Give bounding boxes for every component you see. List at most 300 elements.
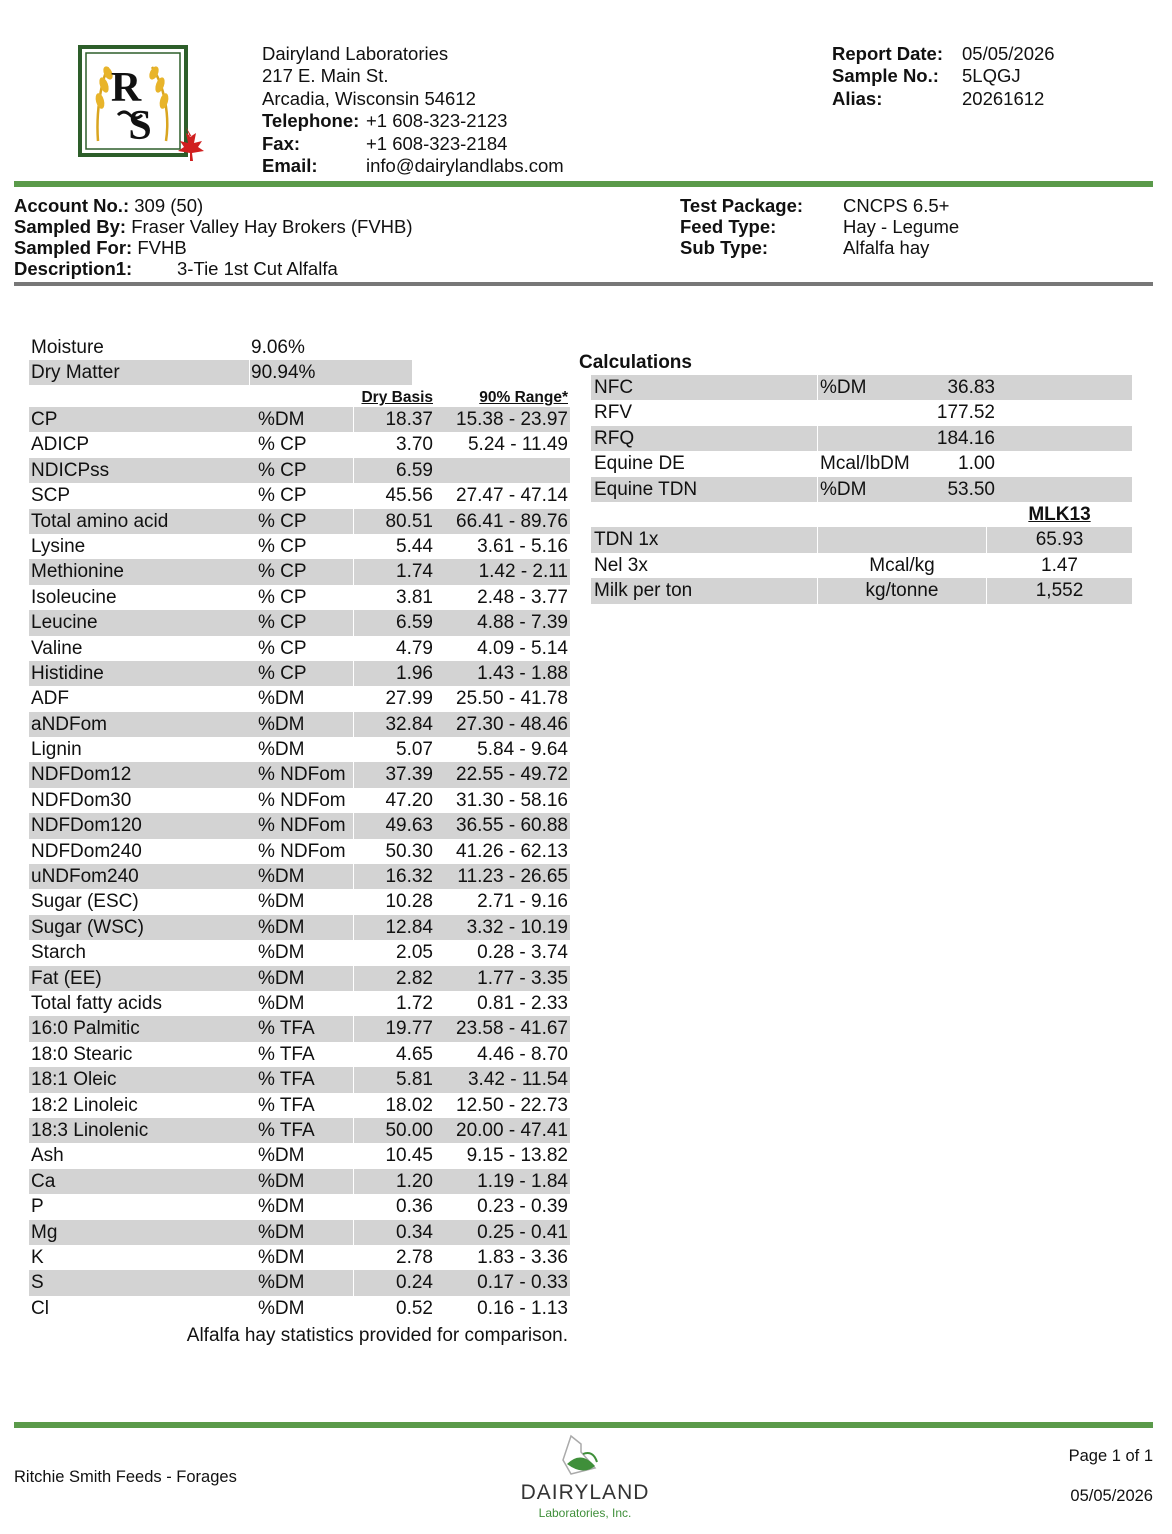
milk-header-row: [591, 502, 1132, 527]
table-row: [29, 407, 570, 432]
table-row: [29, 1296, 570, 1321]
telephone-label: Telephone:: [262, 110, 360, 132]
nutrient-range: 1.43 - 1.88: [477, 662, 568, 684]
table-row: [29, 1067, 570, 1092]
calc-row: [591, 400, 1132, 425]
nutrient-range: 15.38 - 23.97: [456, 409, 568, 430]
moisture-name: Moisture: [31, 337, 104, 358]
logo-letter-r: R: [110, 65, 142, 111]
nutrient-unit: % NDFom: [258, 815, 346, 837]
nutrient-unit: %DM: [258, 916, 305, 938]
nutrient-unit: % TFA: [258, 1119, 315, 1141]
feed-type-label: Feed Type:: [680, 216, 777, 237]
table-row: [29, 1093, 570, 1118]
cell-divider: [817, 375, 818, 400]
cell-divider: [353, 839, 354, 864]
nutrient-range: 0.23 - 0.39: [477, 1196, 568, 1218]
nutrient-unit: % CP: [258, 510, 307, 532]
nutrient-value: 1.72: [396, 992, 433, 1014]
nutrient-unit: %DM: [258, 967, 305, 989]
nutrient-range: 1.83 - 3.36: [477, 1246, 568, 1268]
nutrient-range: 4.46 - 8.70: [477, 1043, 568, 1065]
nutrient-range: 66.41 - 89.76: [456, 510, 568, 532]
cell-divider: [353, 737, 354, 762]
cell-divider: [353, 686, 354, 711]
nutrient-name: Sugar (ESC): [31, 891, 139, 913]
cell-divider: [353, 762, 354, 787]
table-row: [29, 534, 570, 559]
nutrient-unit: % CP: [258, 535, 307, 557]
lab-city: Arcadia, Wisconsin 54612: [262, 87, 476, 109]
sampled-by-row: [14, 216, 413, 237]
nutrient-table-header: [29, 385, 570, 407]
nutrient-name: NDFDom12: [31, 764, 132, 786]
dry-basis-header: Dry Basis: [361, 389, 433, 406]
cell-divider: [353, 1143, 354, 1168]
table-row: [29, 839, 570, 864]
nutrient-name: Leucine: [31, 612, 98, 634]
milk-value: 1,552: [1035, 580, 1084, 602]
cell-divider: [353, 432, 354, 457]
account-no-row: [14, 195, 413, 216]
calc-value: 53.50: [947, 478, 995, 500]
lab-address-block: [262, 43, 564, 177]
nutrient-range: 4.09 - 5.14: [477, 637, 568, 659]
calc-name: NFC: [594, 377, 634, 398]
nutrient-unit: % CP: [258, 561, 307, 583]
cell-divider: [353, 636, 354, 661]
milk-name: TDN 1x: [594, 529, 659, 551]
nutrient-range: 23.58 - 41.67: [456, 1018, 568, 1040]
nutrient-unit: %DM: [258, 891, 305, 913]
cell-divider: [353, 1270, 354, 1295]
nutrient-unit: %DM: [258, 1221, 305, 1243]
nutrient-unit: %DM: [258, 866, 305, 888]
nutrient-name: NDFDom30: [31, 789, 132, 811]
dairyland-logo-name: DAIRYLAND: [520, 1481, 650, 1504]
cell-divider: [353, 889, 354, 914]
table-row: [29, 864, 570, 889]
milk-row: [591, 527, 1132, 552]
nutrient-name: NDFDom240: [31, 840, 142, 862]
sampled-for-value: FVHB: [137, 237, 187, 258]
lab-email: [262, 155, 564, 177]
cell-divider: [353, 940, 354, 965]
nutrient-range: 4.88 - 7.39: [477, 612, 568, 634]
nutrient-range: 0.81 - 2.33: [477, 992, 568, 1014]
nutrient-value: 4.65: [396, 1043, 433, 1065]
calc-name: RFV: [594, 402, 632, 424]
nutrient-name: Isoleucine: [31, 586, 117, 608]
cell-divider: [353, 1067, 354, 1092]
cell-divider: [353, 534, 354, 559]
nutrient-value: 10.28: [385, 891, 433, 913]
nutrient-name: ADF: [31, 688, 69, 710]
sub-type-label: Sub Type:: [680, 237, 769, 258]
nutrient-name: Ca: [31, 1170, 56, 1192]
nutrient-unit: % TFA: [258, 1069, 315, 1091]
nutrient-name: Valine: [31, 637, 83, 659]
email-label: Email:: [262, 154, 318, 176]
telephone-value: +1 608-323-2123: [366, 110, 508, 132]
nutrient-name: NDICPss: [31, 459, 110, 481]
table-row: [29, 737, 570, 762]
calc-value: 184.16: [936, 427, 995, 449]
nutrient-name: uNDFom240: [31, 866, 139, 888]
nutrient-range: 5.24 - 11.49: [467, 434, 568, 456]
nutrient-value: 5.81: [396, 1069, 433, 1091]
nutrient-name: SCP: [31, 485, 71, 507]
cell-divider: [353, 1042, 354, 1067]
calc-name: RFQ: [594, 427, 635, 449]
cell-divider: [817, 527, 818, 552]
cell-divider: [353, 1296, 354, 1321]
nutrient-name: Histidine: [31, 662, 104, 684]
nutrient-unit: % NDFom: [258, 840, 346, 862]
nutrient-name: CP: [31, 409, 58, 430]
nutrient-value: 2.78: [396, 1246, 433, 1268]
footer-divider: [14, 1422, 1153, 1428]
nutrient-name: 18:0 Stearic: [31, 1043, 133, 1065]
mlk13-header: MLK13: [1028, 503, 1091, 525]
cell-divider: [249, 360, 250, 385]
nutrient-unit: %DM: [258, 1297, 305, 1319]
cell-divider: [817, 426, 818, 451]
nutrient-value: 45.56: [385, 485, 433, 507]
nutrient-name: 18:3 Linolenic: [31, 1119, 149, 1141]
nutrient-unit: %DM: [258, 992, 305, 1014]
alias-label: Alias:: [832, 87, 883, 109]
nutrient-name: Sugar (WSC): [31, 916, 144, 938]
nutrient-name: ADICP: [31, 434, 90, 456]
cell-divider: [353, 915, 354, 940]
nutrient-name: Lysine: [31, 535, 86, 557]
table-row: [29, 1194, 570, 1219]
report-info-block: [832, 43, 1055, 110]
nutrient-value: 32.84: [385, 713, 433, 735]
nutrient-value: 4.79: [396, 637, 433, 659]
table-row: [29, 1169, 570, 1194]
cell-divider: [817, 477, 818, 502]
cell-divider: [353, 559, 354, 584]
sampled-for-label: Sampled For:: [14, 237, 133, 258]
page-number: Page 1 of 1: [1068, 1447, 1153, 1465]
table-row: [29, 509, 570, 534]
nutrient-value: 18.02: [385, 1094, 433, 1116]
milk-row: [591, 553, 1132, 578]
nutrient-name: Lignin: [31, 739, 82, 761]
milk-name: Milk per ton: [594, 580, 693, 602]
description-row: [14, 258, 413, 279]
nutrient-name: aNDFom: [31, 713, 108, 735]
milk-value: 65.93: [1035, 529, 1084, 551]
calculations-title: Calculations: [579, 352, 692, 373]
cell-divider: [353, 1118, 354, 1143]
nutrient-range: 12.50 - 22.73: [456, 1094, 568, 1116]
moisture-row: [29, 360, 570, 385]
nutrient-range: 0.28 - 3.74: [477, 942, 568, 964]
cell-divider: [353, 407, 354, 432]
table-row: [29, 559, 570, 584]
calculation-rows: [591, 375, 1132, 502]
nutrient-range: 2.71 - 9.16: [477, 891, 568, 913]
nutrient-unit: % TFA: [258, 1094, 315, 1116]
nutrient-range: 11.23 - 26.65: [457, 866, 568, 888]
table-row: [29, 1118, 570, 1143]
sample-no-label: Sample No.:: [832, 65, 939, 87]
account-no-label: Account No.:: [14, 195, 130, 216]
lab-telephone: [262, 110, 564, 132]
cell-divider: [353, 788, 354, 813]
table-row: [29, 712, 570, 737]
nutrient-range: 2.48 - 3.77: [477, 586, 568, 608]
footer-client: Ritchie Smith Feeds - Forages: [14, 1468, 237, 1486]
nutrient-value: 5.07: [396, 739, 433, 761]
calc-unit: Mcal/lbDM: [820, 453, 910, 475]
cell-divider: [353, 458, 354, 483]
dairyland-logo-sub: Laboratories, Inc.: [538, 1506, 632, 1520]
nutrient-range: 3.61 - 5.16: [477, 535, 568, 557]
nutrient-value: 80.51: [385, 510, 433, 532]
info-divider: [14, 282, 1153, 286]
nutrient-range: 5.84 - 9.64: [477, 739, 568, 761]
report-date-label: Report Date:: [832, 43, 944, 64]
nutrient-range: 9.15 - 13.82: [466, 1145, 568, 1167]
nutrient-value: 3.70: [396, 434, 433, 456]
nutrient-value: 3.81: [396, 586, 433, 608]
cell-divider: [353, 661, 354, 686]
nutrient-value: 37.39: [385, 764, 433, 786]
calculations-table: [591, 375, 1132, 604]
milk-unit: kg/tonne: [865, 580, 939, 602]
nutrient-value: 1.74: [396, 561, 433, 583]
nutrient-range: 41.26 - 62.13: [456, 840, 568, 862]
cell-divider: [353, 585, 354, 610]
nutrient-name: Ash: [31, 1145, 64, 1167]
nutrient-name: P: [31, 1196, 44, 1218]
logo-letter-s: S: [128, 103, 152, 149]
nutrient-unit: % TFA: [258, 1043, 315, 1065]
nutrient-range: 36.55 - 60.88: [456, 815, 568, 837]
nutrient-value: 2.05: [396, 942, 433, 964]
sample-no-value: 5LQGJ: [962, 65, 1021, 87]
nutrient-unit: % NDFom: [258, 789, 346, 811]
table-row: [29, 483, 570, 508]
nutrient-value: 1.96: [396, 662, 433, 684]
nutrient-name: Methionine: [31, 561, 124, 583]
calc-row: [591, 477, 1132, 502]
cell-divider: [353, 1194, 354, 1219]
nutrient-range: 27.30 - 48.46: [456, 713, 568, 735]
nutrient-value: 5.44: [396, 535, 433, 557]
table-row: [29, 966, 570, 991]
nutrient-value: 50.30: [385, 840, 433, 862]
report-date-value: 05/05/2026: [962, 43, 1055, 64]
nutrient-unit: %DM: [258, 1170, 305, 1192]
dairyland-logo: [505, 1432, 665, 1522]
nutrient-unit: % CP: [258, 485, 307, 507]
description-label: Description1:: [14, 258, 133, 279]
table-row: [29, 661, 570, 686]
cell-divider: [353, 813, 354, 838]
nutrient-name: K: [31, 1246, 44, 1268]
moisture-value: 90.94%: [251, 362, 316, 383]
nutrient-value: 6.59: [396, 612, 433, 634]
footer-date: 05/05/2026: [1070, 1487, 1153, 1505]
cell-divider: [353, 991, 354, 1016]
calc-value: 36.83: [947, 377, 995, 398]
nutrient-name: 16:0 Palmitic: [31, 1018, 140, 1040]
table-row: [29, 1245, 570, 1270]
cell-divider: [817, 400, 818, 425]
lab-fax: [262, 133, 564, 155]
header-divider: [14, 181, 1153, 187]
table-row: [29, 585, 570, 610]
test-package-block: [680, 195, 959, 258]
test-package-value: CNCPS 6.5+: [843, 195, 950, 216]
nutrient-range: 20.00 - 47.41: [456, 1119, 568, 1141]
sub-type-row: [680, 237, 959, 258]
account-info-block: [14, 195, 413, 279]
nutrient-rows: [29, 407, 570, 1321]
cell-divider: [353, 1169, 354, 1194]
sampled-for-row: [14, 237, 413, 258]
moisture-name: Dry Matter: [31, 362, 120, 383]
cell-divider: [353, 1016, 354, 1041]
table-row: [29, 762, 570, 787]
nutrient-name: Total amino acid: [31, 510, 169, 532]
fax-label: Fax:: [262, 132, 301, 154]
nutrient-unit: %DM: [258, 1272, 305, 1294]
alias-value: 20261612: [962, 87, 1045, 109]
nutrient-value: 6.59: [396, 459, 433, 481]
nutrient-name: NDFDom120: [31, 815, 142, 837]
nutrient-range: 0.16 - 1.13: [477, 1297, 568, 1319]
nutrient-name: Starch: [31, 942, 86, 964]
moisture-row: [29, 335, 570, 360]
table-row: [29, 889, 570, 914]
calc-unit: %DM: [820, 478, 867, 500]
calc-value: 177.52: [936, 402, 995, 424]
table-row: [29, 636, 570, 661]
nutrient-unit: %DM: [258, 1246, 305, 1268]
email-value[interactable]: info@dairylandlabs.com: [366, 154, 564, 176]
table-row: [29, 1016, 570, 1041]
milk-rows: [591, 527, 1132, 603]
milk-unit: Mcal/kg: [869, 554, 935, 576]
table-row: [29, 813, 570, 838]
nutrient-range: 31.30 - 58.16: [456, 789, 568, 811]
account-no-value: 309 (50): [134, 195, 204, 216]
rs-logo: [78, 45, 208, 163]
cell-divider: [353, 610, 354, 635]
calc-unit: %DM: [820, 377, 867, 398]
feed-type-row: [680, 216, 959, 237]
sampled-by-value: Fraser Valley Hay Brokers (FVHB): [131, 216, 413, 237]
nutrient-range: 3.42 - 11.54: [467, 1069, 568, 1091]
nutrient-unit: %DM: [258, 713, 305, 735]
test-package-label: Test Package:: [680, 195, 804, 216]
nutrient-value: 0.52: [396, 1297, 433, 1319]
nutrient-table: [29, 335, 570, 1321]
nutrient-unit: %DM: [258, 409, 305, 430]
cell-divider: [353, 1245, 354, 1270]
nutrient-unit: % CP: [258, 637, 307, 659]
nutrient-unit: %DM: [258, 942, 305, 964]
sample-no-row: [832, 65, 1055, 87]
nutrient-value: 16.32: [385, 866, 433, 888]
table-row: [29, 1042, 570, 1067]
nutrient-range: 1.19 - 1.84: [477, 1170, 568, 1192]
nutrient-range: 1.77 - 3.35: [477, 967, 568, 989]
description-value: 3-Tie 1st Cut Alfalfa: [177, 258, 338, 279]
nutrient-value: 0.34: [396, 1221, 433, 1243]
nutrient-unit: % CP: [258, 662, 307, 684]
table-row: [29, 610, 570, 635]
nutrient-unit: % CP: [258, 459, 307, 481]
table-row: [29, 432, 570, 457]
table-row: [29, 788, 570, 813]
feed-type-value: Hay - Legume: [843, 216, 960, 237]
table-row: [29, 1220, 570, 1245]
nutrient-name: Fat (EE): [31, 967, 102, 989]
nutrient-unit: %DM: [258, 739, 305, 761]
test-package-row: [680, 195, 959, 216]
nutrient-value: 10.45: [385, 1145, 433, 1167]
moisture-section: [29, 335, 570, 385]
nutrient-name: Cl: [31, 1297, 49, 1319]
nutrient-value: 1.20: [396, 1170, 433, 1192]
cell-divider: [353, 1093, 354, 1118]
nutrient-unit: % CP: [258, 586, 307, 608]
nutrient-name: 18:2 Linoleic: [31, 1094, 138, 1116]
calc-name: Equine DE: [594, 453, 685, 475]
nutrient-value: 2.82: [396, 967, 433, 989]
nutrient-range: 27.47 - 47.14: [456, 485, 568, 507]
calc-row: [591, 451, 1132, 476]
milk-value: 1.47: [1041, 554, 1078, 576]
cell-divider: [353, 509, 354, 534]
nutrient-name: 18:1 Oleic: [31, 1069, 117, 1091]
milk-row: [591, 578, 1132, 603]
cell-divider: [817, 451, 818, 476]
calc-value: 1.00: [958, 453, 995, 475]
nutrient-unit: % NDFom: [258, 764, 346, 786]
moisture-value: 9.06%: [251, 337, 305, 358]
nutrient-unit: % CP: [258, 612, 307, 634]
table-row: [29, 915, 570, 940]
nutrient-range: 0.17 - 0.33: [477, 1272, 568, 1294]
nutrient-unit: % TFA: [258, 1018, 315, 1040]
nutrient-value: 12.84: [385, 916, 433, 938]
fax-value: +1 608-323-2184: [366, 132, 508, 154]
cell-divider: [353, 483, 354, 508]
table-row: [29, 686, 570, 711]
nutrient-unit: % CP: [258, 434, 307, 456]
nutrient-range: 0.25 - 0.41: [477, 1221, 568, 1243]
calc-row: [591, 426, 1132, 451]
nutrient-name: S: [31, 1272, 44, 1294]
lab-name: Dairyland Laboratories: [262, 43, 449, 64]
table-row: [29, 940, 570, 965]
range-header: 90% Range*: [479, 389, 568, 406]
cell-divider: [353, 712, 354, 737]
table-row: [29, 1270, 570, 1295]
nutrient-range: 25.50 - 41.78: [456, 688, 568, 710]
nutrient-name: Total fatty acids: [31, 992, 162, 1014]
report-date-row: [832, 43, 1055, 65]
cell-divider: [353, 966, 354, 991]
